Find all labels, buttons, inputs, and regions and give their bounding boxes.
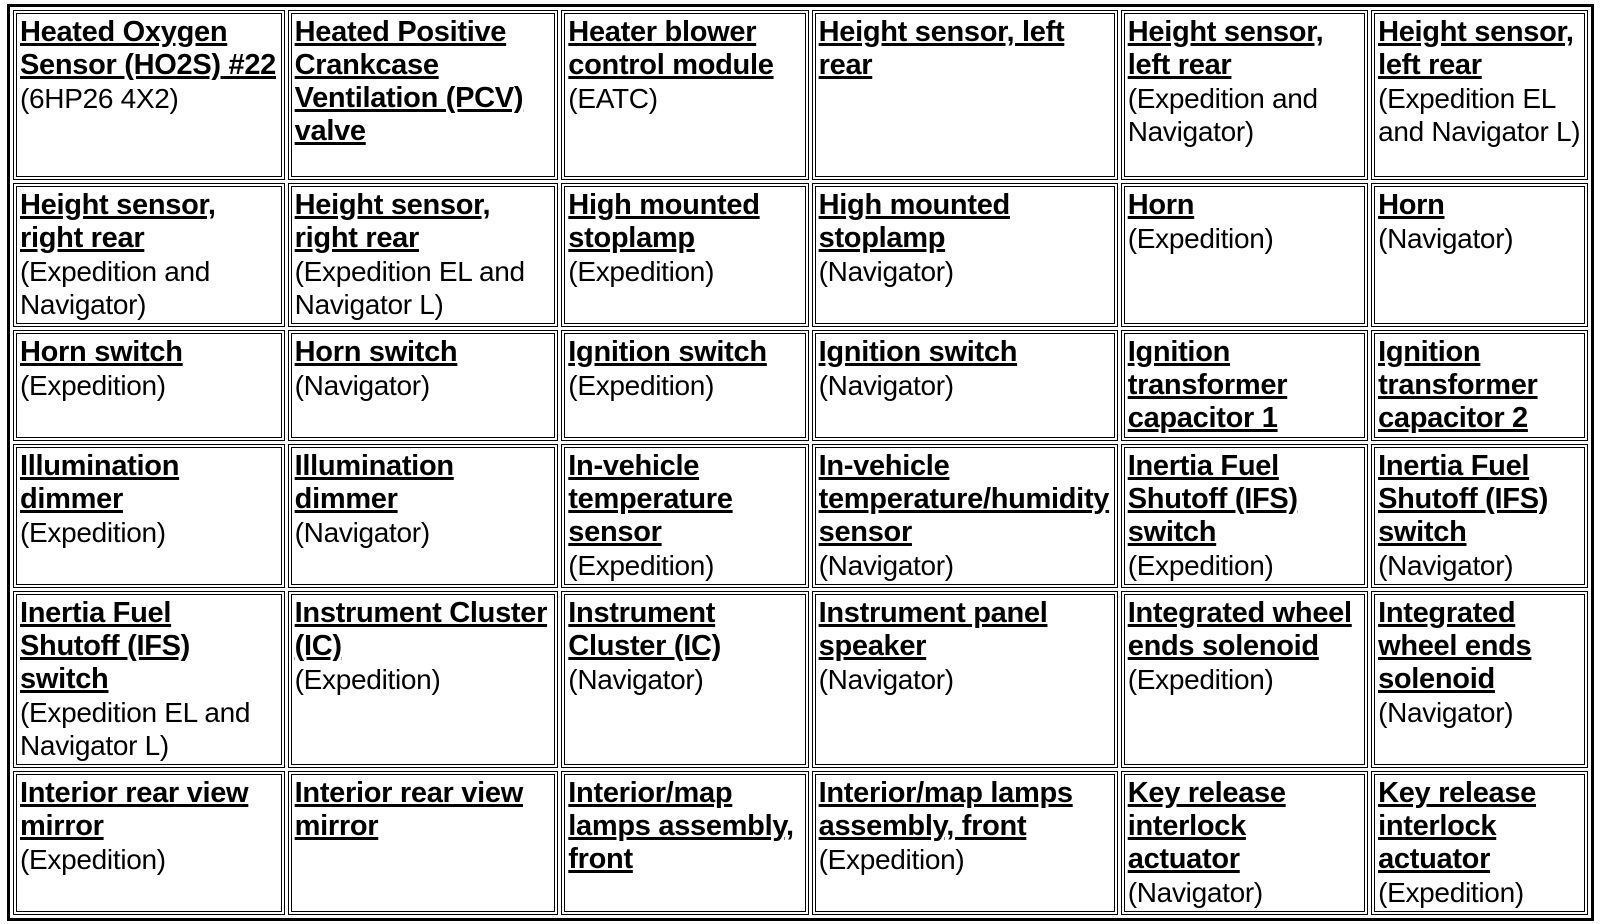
- table-cell: [1371, 183, 1588, 327]
- table-cell: [288, 10, 559, 180]
- component-link[interactable]: Height sensor, right rear: [294, 189, 491, 254]
- component-link[interactable]: Key release interlock actuator: [1378, 777, 1537, 875]
- table-cell: [561, 183, 808, 327]
- table-cell: [812, 444, 1118, 588]
- table-row: [13, 183, 1588, 327]
- component-link[interactable]: In-vehicle temperature sensor: [568, 450, 733, 548]
- component-link[interactable]: Interior/map lamps assembly, front: [818, 777, 1073, 842]
- table-row: [13, 444, 1588, 588]
- table-cell: [561, 444, 808, 588]
- component-link[interactable]: Interior rear view mirror: [294, 777, 523, 842]
- component-link[interactable]: Height sensor, right rear: [20, 189, 216, 254]
- table-cell: [13, 183, 285, 327]
- component-link[interactable]: Height sensor, left rear: [818, 16, 1065, 81]
- table-row: [13, 330, 1588, 441]
- table-cell: [561, 10, 808, 180]
- component-link[interactable]: Heated Positive Crankcase Ventilation (PCV) valve: [294, 16, 524, 147]
- component-variant-label: (Expedition): [1127, 550, 1274, 581]
- table-cell: [288, 444, 559, 588]
- table-cell: [13, 771, 285, 915]
- component-link[interactable]: Illumination dimmer: [294, 450, 454, 515]
- table-cell: [13, 10, 285, 180]
- table-cell: [812, 591, 1118, 768]
- component-link[interactable]: Ignition transformer capacitor 2: [1378, 336, 1538, 434]
- component-link[interactable]: Ignition switch: [818, 336, 1018, 368]
- component-link[interactable]: Horn: [1127, 189, 1195, 221]
- component-index-table: [7, 4, 1594, 921]
- component-variant-label: (Navigator): [294, 370, 430, 401]
- component-link[interactable]: Height sensor, left rear: [1127, 16, 1324, 81]
- table-cell: [1121, 330, 1368, 441]
- component-link[interactable]: Key release interlock actuator: [1127, 777, 1286, 875]
- component-variant-label: (Navigator): [818, 664, 954, 695]
- table-cell: [812, 330, 1118, 441]
- table-cell: [561, 591, 808, 768]
- component-variant-label: (Expedition): [1378, 877, 1524, 908]
- component-link[interactable]: Interior rear view mirror: [20, 777, 249, 842]
- component-variant-label: (Navigator): [1127, 877, 1263, 908]
- table-cell: [812, 183, 1118, 327]
- component-link[interactable]: Illumination dimmer: [20, 450, 180, 515]
- table-cell: [812, 10, 1118, 180]
- table-row: [13, 771, 1588, 915]
- component-variant-label: (Navigator): [1378, 223, 1514, 254]
- table-cell: [561, 771, 808, 915]
- component-variant-label: (Navigator): [818, 256, 954, 287]
- component-variant-label: (Expedition): [568, 256, 715, 287]
- component-variant-label: (EATC): [568, 83, 658, 114]
- component-variant-label: (Navigator): [818, 550, 954, 581]
- table-cell: [1371, 10, 1588, 180]
- component-variant-label: (Navigator): [1378, 550, 1514, 581]
- component-link[interactable]: Integrated wheel ends solenoid: [1127, 597, 1352, 662]
- component-link[interactable]: Instrument panel speaker: [818, 597, 1048, 662]
- component-link[interactable]: Horn: [1378, 189, 1445, 221]
- component-variant-label: (Navigator): [1378, 697, 1514, 728]
- component-link[interactable]: High mounted stoplamp: [818, 189, 1010, 254]
- component-variant-label: (6HP26 4X2): [20, 83, 179, 114]
- table-cell: [288, 591, 559, 768]
- component-link[interactable]: Inertia Fuel Shutoff (IFS) switch: [20, 597, 191, 695]
- component-link[interactable]: Integrated wheel ends solenoid: [1378, 597, 1532, 695]
- component-variant-label: (Expedition): [20, 370, 166, 401]
- table-cell: [1121, 10, 1368, 180]
- table-row: [13, 591, 1588, 768]
- component-link[interactable]: High mounted stoplamp: [568, 189, 760, 254]
- component-link[interactable]: Heater blower control module: [568, 16, 774, 81]
- component-variant-label: (Expedition): [20, 844, 166, 875]
- table-cell: [13, 330, 285, 441]
- component-variant-label: (Expedition): [568, 370, 715, 401]
- component-link[interactable]: Inertia Fuel Shutoff (IFS) switch: [1127, 450, 1298, 548]
- table-cell: [1371, 444, 1588, 588]
- component-link[interactable]: Horn switch: [294, 336, 458, 368]
- component-index-body: [13, 10, 1588, 915]
- component-variant-label: (Expedition): [818, 844, 965, 875]
- table-cell: [1121, 591, 1368, 768]
- table-cell: [1121, 444, 1368, 588]
- table-row: [13, 10, 1588, 180]
- component-variant-label: (Expedition): [20, 517, 166, 548]
- component-variant-label: (Navigator): [818, 370, 954, 401]
- component-variant-label: (Expedition EL and Navigator L): [294, 256, 525, 320]
- component-variant-label: (Expedition): [1127, 223, 1274, 254]
- table-cell: [1121, 183, 1368, 327]
- table-cell: [1121, 771, 1368, 915]
- component-link[interactable]: Ignition transformer capacitor 1: [1127, 336, 1288, 434]
- component-link[interactable]: Instrument Cluster (IC): [568, 597, 721, 662]
- component-link[interactable]: Height sensor, left rear: [1378, 16, 1574, 81]
- table-cell: [288, 183, 559, 327]
- component-link[interactable]: Inertia Fuel Shutoff (IFS) switch: [1378, 450, 1549, 548]
- component-link[interactable]: In-vehicle temperature/humidity sensor: [818, 450, 1110, 548]
- component-link[interactable]: Instrument Cluster (IC): [294, 597, 548, 662]
- component-link[interactable]: Heated Oxygen Sensor (HO2S) #22: [20, 16, 276, 81]
- component-variant-label: (Navigator): [568, 664, 704, 695]
- table-cell: [13, 591, 285, 768]
- component-link[interactable]: Ignition switch: [568, 336, 767, 368]
- component-variant-label: (Expedition EL and Navigator L): [20, 697, 251, 761]
- component-link[interactable]: Horn switch: [20, 336, 183, 368]
- component-variant-label: (Expedition EL and Navigator L): [1378, 83, 1581, 147]
- component-link[interactable]: Interior/map lamps assembly, front: [568, 777, 794, 875]
- table-cell: [1371, 771, 1588, 915]
- component-variant-label: (Expedition): [294, 664, 441, 695]
- table-cell: [13, 444, 285, 588]
- component-variant-label: (Navigator): [294, 517, 430, 548]
- table-cell: [1371, 591, 1588, 768]
- component-variant-label: (Expedition and Navigator): [1127, 83, 1318, 147]
- table-cell: [288, 771, 559, 915]
- component-variant-label: (Expedition): [1127, 664, 1274, 695]
- table-cell: [812, 771, 1118, 915]
- table-cell: [288, 330, 559, 441]
- component-variant-label: (Expedition and Navigator): [20, 256, 211, 320]
- table-cell: [561, 330, 808, 441]
- table-cell: [1371, 330, 1588, 441]
- component-variant-label: (Expedition): [568, 550, 715, 581]
